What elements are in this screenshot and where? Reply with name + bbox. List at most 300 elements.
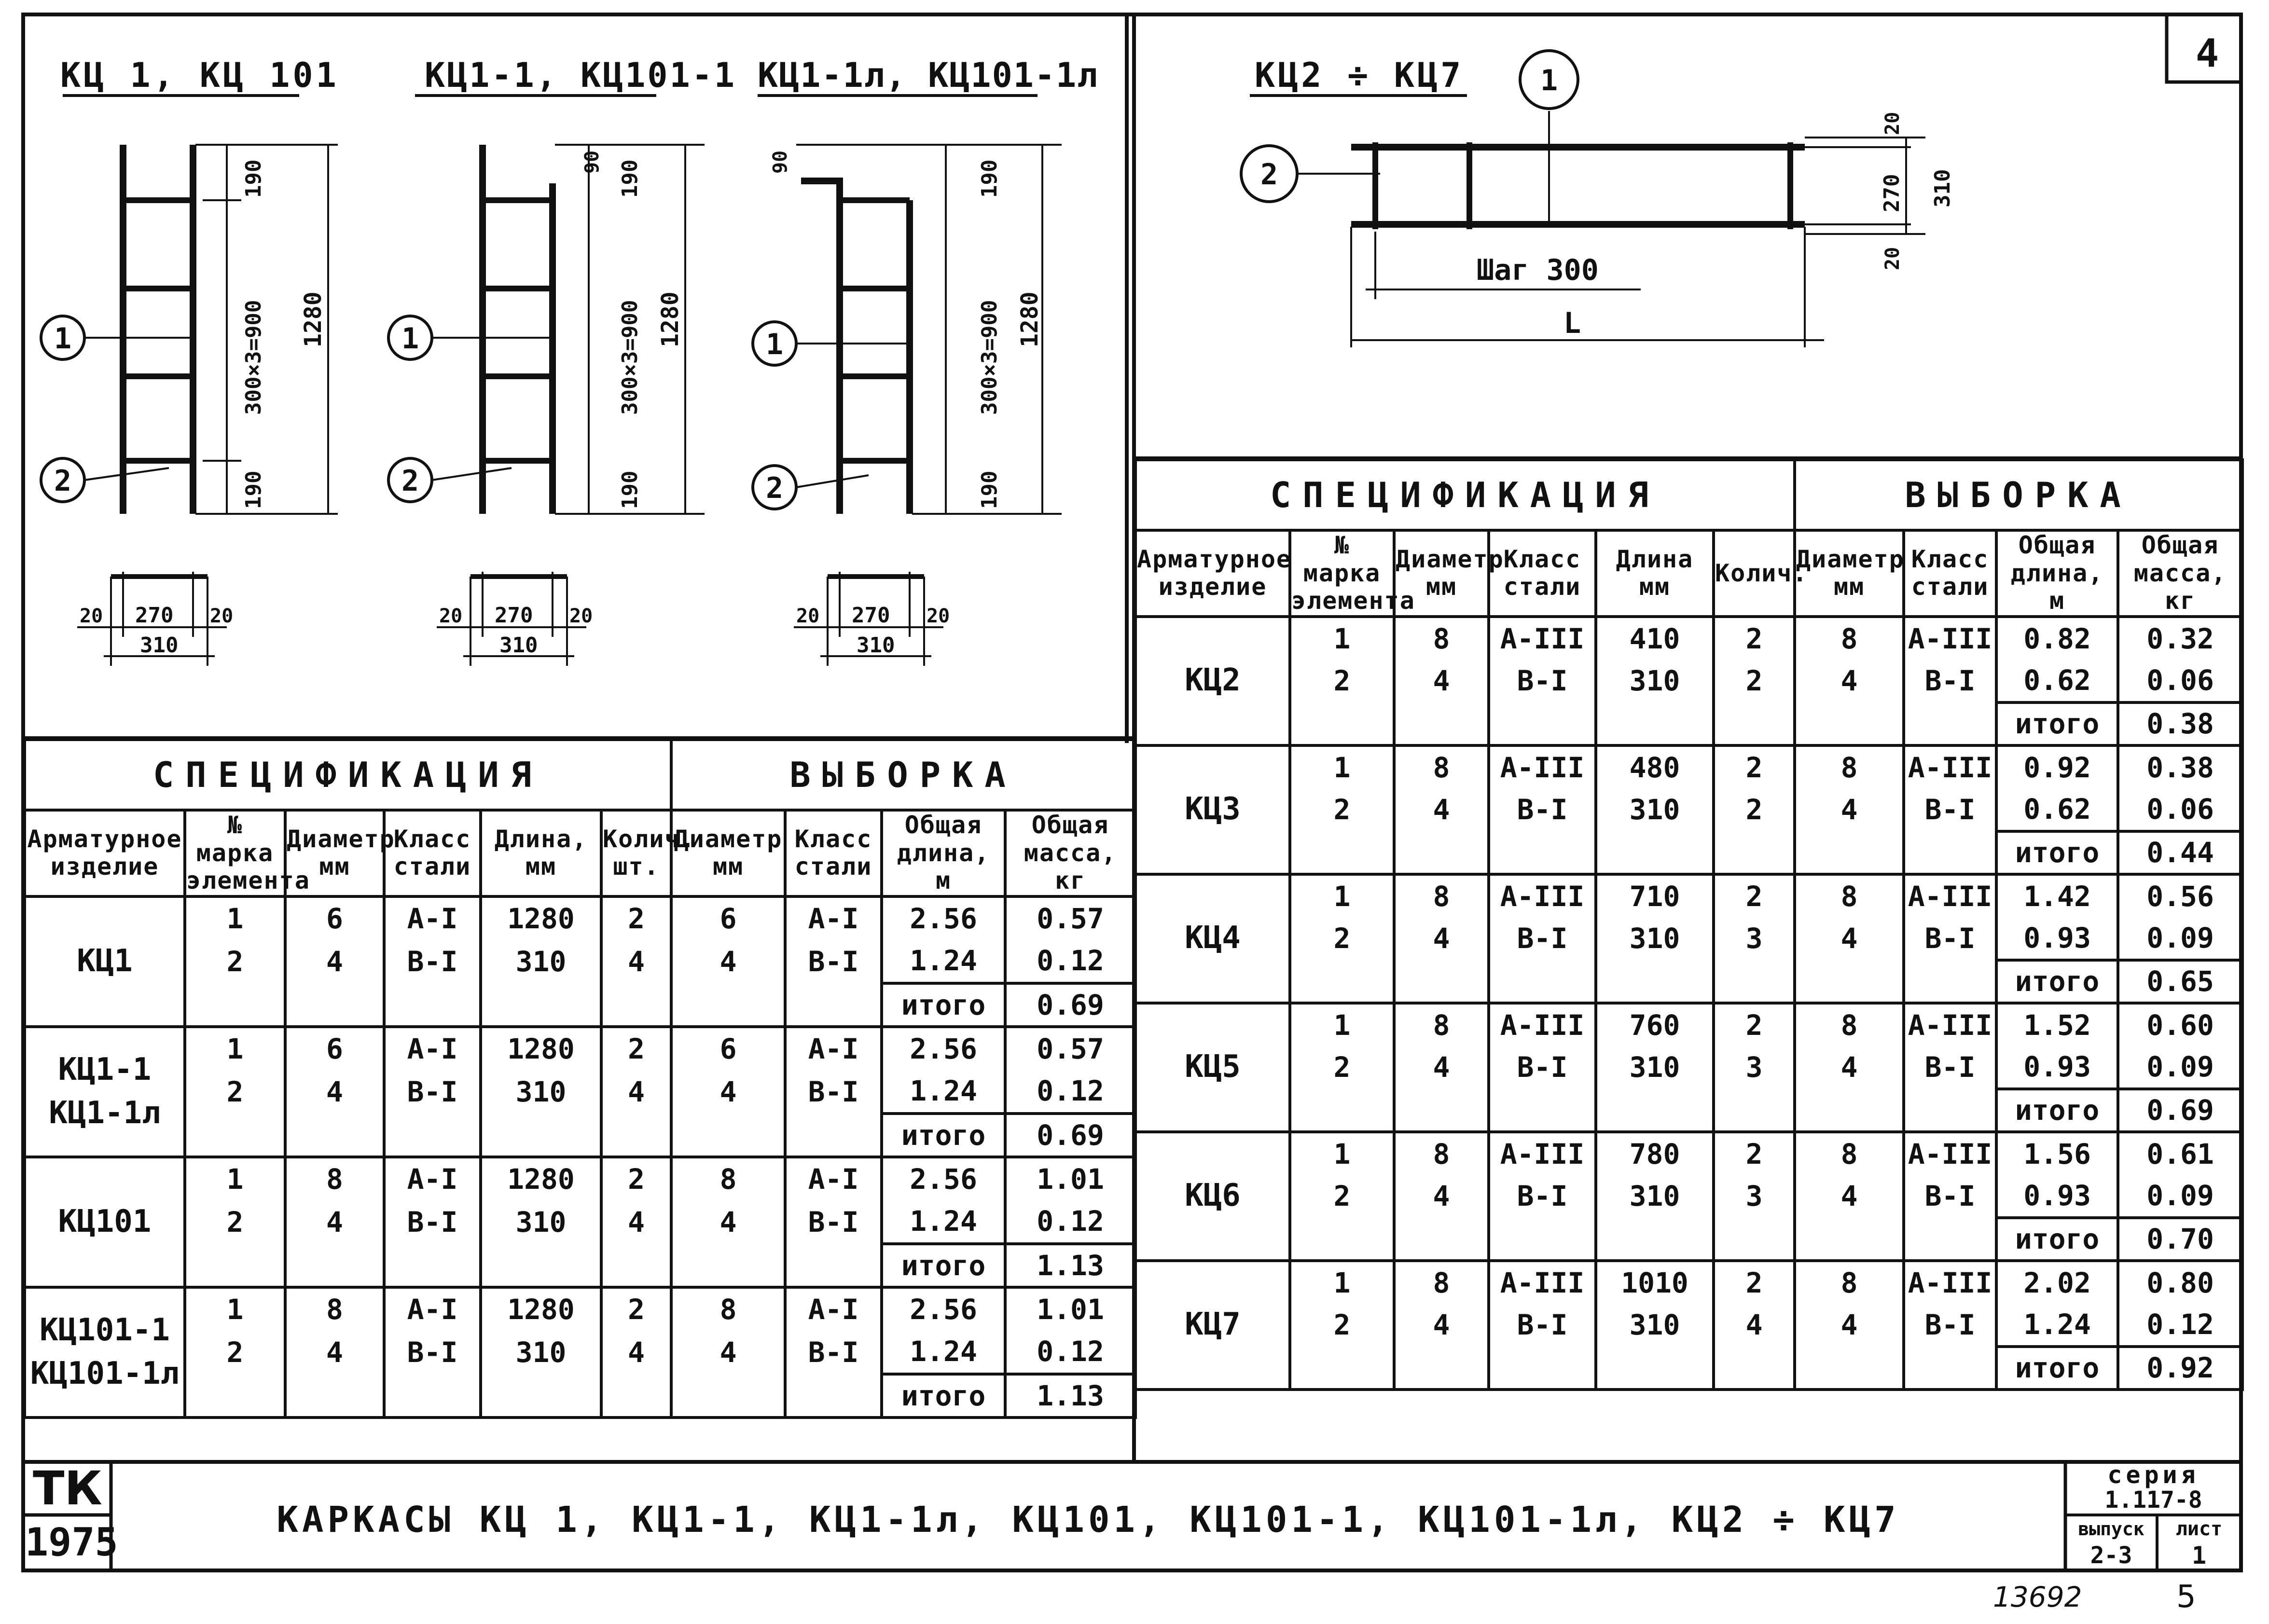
callout-2-d3: 2 (766, 471, 784, 505)
table-cell: 6 (671, 1027, 785, 1070)
table-cell: 3 (1714, 1175, 1795, 1218)
table-cell: A-I (384, 896, 481, 940)
total-label: итого (1996, 831, 2118, 874)
total-label: итого (1996, 1218, 2118, 1261)
empty-cell (1394, 1347, 1489, 1390)
empty-cell (481, 983, 601, 1027)
dim-90-d3: 90 (769, 150, 791, 174)
table-cell: 4 (285, 1070, 384, 1114)
empty-cell (481, 1114, 601, 1157)
empty-cell (1714, 1218, 1795, 1261)
table-cell: A-III (1904, 745, 1996, 788)
dim-190-bot-d1: 190 (241, 470, 266, 509)
total-value: 1.13 (1005, 1244, 1135, 1287)
empty-cell (384, 1374, 481, 1418)
empty-cell (285, 1374, 384, 1418)
column-header: Общая длина, м (1996, 530, 2118, 617)
table-cell: B-I (384, 1331, 481, 1374)
table-cell: 0.32 (2118, 617, 2242, 660)
empty-cell (601, 1374, 671, 1418)
empty-cell (1394, 831, 1489, 874)
stamp-year: 1975 (25, 1520, 118, 1565)
table-cell: 6 (285, 1027, 384, 1070)
table-cell: 2 (1290, 917, 1394, 960)
empty-cell (1489, 1347, 1596, 1390)
callout-2-d4: 2 (1260, 158, 1278, 192)
empty-cell (1489, 1089, 1596, 1132)
empty-cell (1290, 1347, 1394, 1390)
total-label: итого (1996, 960, 2118, 1003)
column-header: Класс стали (1904, 530, 1996, 617)
table-cell: 8 (1394, 1132, 1489, 1175)
dim-20-r-d1: 20 (210, 605, 234, 627)
total-label: итого (1996, 702, 2118, 745)
empty-cell (1904, 831, 1996, 874)
table-cell: 1 (1290, 874, 1394, 917)
table-cell: 4 (671, 1070, 785, 1114)
table-cell: 0.06 (2118, 788, 2242, 831)
table-cell: A-III (1904, 1132, 1996, 1175)
spec-title: СПЕЦИФИКАЦИЯ (1135, 460, 1795, 530)
table-cell: A-III (1489, 874, 1596, 917)
table-cell: 1 (1290, 1132, 1394, 1175)
empty-cell (285, 1244, 384, 1287)
table-cell: 310 (481, 1200, 601, 1244)
total-label: итого (882, 1374, 1005, 1418)
table-cell: 8 (1795, 617, 1904, 660)
table-cell: 310 (481, 1070, 601, 1114)
table-cell: 1 (185, 1157, 285, 1200)
table-cell: 2 (601, 1027, 671, 1070)
product-name: КЦ7 (1135, 1261, 1290, 1390)
dim-20-r-d3: 20 (927, 605, 950, 627)
table-cell: 8 (285, 1157, 384, 1200)
table-cell: 1280 (481, 1287, 601, 1331)
empty-cell (1394, 960, 1489, 1003)
table-cell: B-I (1904, 917, 1996, 960)
table-cell: 4 (601, 1331, 671, 1374)
column-header: Длина мм (1596, 530, 1714, 617)
dim-20-r-d2: 20 (569, 605, 593, 627)
right-spec-table (1134, 458, 2244, 1391)
table-cell: 2 (1290, 660, 1394, 702)
empty-cell (1904, 1347, 1996, 1390)
table-cell: 1 (185, 896, 285, 940)
table-cell: 6 (671, 896, 785, 940)
table-cell: B-I (785, 1200, 882, 1244)
empty-cell (1904, 1089, 1996, 1132)
empty-cell (384, 1244, 481, 1287)
table-cell: 2 (1290, 1046, 1394, 1089)
empty-cell (384, 983, 481, 1027)
total-value: 0.65 (2118, 960, 2242, 1003)
table-cell: 0.38 (2118, 745, 2242, 788)
empty-cell (185, 1114, 285, 1157)
table-cell: 4 (1795, 1304, 1904, 1347)
table-cell: 0.09 (2118, 1046, 2242, 1089)
empty-cell (1394, 1218, 1489, 1261)
table-cell: 0.06 (2118, 660, 2242, 702)
table-cell: 0.62 (1996, 788, 2118, 831)
table-cell: 1010 (1596, 1261, 1714, 1304)
table-cell: A-I (384, 1157, 481, 1200)
column-header: Арматурное изделие (25, 810, 185, 896)
table-cell: B-I (1489, 917, 1596, 960)
column-header: Общая длина, м (882, 810, 1005, 896)
total-label: итого (1996, 1347, 2118, 1390)
table-cell: 410 (1596, 617, 1714, 660)
table-cell: 1.01 (1005, 1287, 1135, 1331)
list-value: 1 (2191, 1541, 2207, 1569)
empty-cell (1596, 831, 1714, 874)
table-cell: 2 (1714, 1003, 1795, 1046)
table-cell: A-III (1904, 874, 1996, 917)
product-name: КЦ5 (1135, 1003, 1290, 1132)
table-cell: B-I (1904, 788, 1996, 831)
table-cell: 4 (671, 1331, 785, 1374)
total-value: 0.69 (1005, 1114, 1135, 1157)
table-cell: B-I (1904, 1175, 1996, 1218)
table-cell: 8 (1394, 1003, 1489, 1046)
drawing-3-title: КЦ1-1л, КЦ101-1л (758, 55, 1099, 95)
table-cell: 0.12 (1005, 1200, 1135, 1244)
table-cell: 8 (1795, 1003, 1904, 1046)
archive-number: 13692 (1993, 1581, 2082, 1613)
table-cell: 310 (1596, 1046, 1714, 1089)
selection-title: ВЫБОРКА (671, 740, 1135, 810)
table-cell: B-I (785, 940, 882, 983)
product-name: КЦ1 (25, 896, 185, 1027)
series-value: 1.117-8 (2104, 1486, 2202, 1514)
table-cell: 2 (185, 1200, 285, 1244)
empty-cell (785, 1114, 882, 1157)
table-cell: 8 (1394, 745, 1489, 788)
table-cell: 0.12 (1005, 1331, 1135, 1374)
table-cell: 310 (481, 1331, 601, 1374)
table-cell: 8 (1795, 1132, 1904, 1175)
table-cell: 310 (1596, 1175, 1714, 1218)
empty-cell (601, 1244, 671, 1287)
product-name: КЦ3 (1135, 745, 1290, 874)
table-cell: 0.92 (1996, 745, 2118, 788)
table-cell: 1 (185, 1287, 285, 1331)
column-header: Диаметр мм (285, 810, 384, 896)
dim-20-top-d4: 20 (1882, 111, 1904, 135)
table-cell: 0.62 (1996, 660, 2118, 702)
table-cell: 2.56 (882, 1027, 1005, 1070)
total-value: 1.13 (1005, 1374, 1135, 1418)
dim-310-d4: 310 (1930, 169, 1955, 207)
dim-190-top-d1: 190 (241, 159, 266, 198)
issue-label: выпуск (2078, 1518, 2144, 1540)
issue-value: 2-3 (2090, 1542, 2132, 1569)
table-cell: 0.09 (2118, 917, 2242, 960)
column-header: Общая масса, кг (1005, 810, 1135, 896)
table-cell: 2.02 (1996, 1261, 2118, 1304)
table-cell: B-I (1489, 1304, 1596, 1347)
table-cell: 4 (1795, 1175, 1904, 1218)
total-value: 0.69 (2118, 1089, 2242, 1132)
dim-190-top-d3: 190 (977, 159, 1002, 198)
table-cell: 0.57 (1005, 1027, 1135, 1070)
callout-1-d3: 1 (766, 328, 784, 361)
dim-190-top-d2: 190 (618, 159, 642, 198)
sheet-title: КАРКАСЫ КЦ 1, КЦ1-1, КЦ1-1л, КЦ101, КЦ101-1, КЦ101-1л, КЦ2 ÷ КЦ7 (277, 1499, 1900, 1541)
table-cell: 0.82 (1996, 617, 2118, 660)
dim-1280-d2: 1280 (657, 291, 684, 347)
empty-cell (1596, 702, 1714, 745)
table-cell: 0.09 (2118, 1175, 2242, 1218)
total-label: итого (882, 1114, 1005, 1157)
table-cell: 2 (601, 1157, 671, 1200)
table-cell: 2 (1714, 617, 1795, 660)
empty-cell (1290, 960, 1394, 1003)
table-cell: 6 (285, 896, 384, 940)
empty-cell (671, 1374, 785, 1418)
table-cell: A-I (785, 1157, 882, 1200)
dim-310-d3: 310 (857, 633, 895, 658)
empty-cell (1394, 1089, 1489, 1132)
empty-cell (601, 1114, 671, 1157)
empty-cell (1489, 831, 1596, 874)
column-header: Диаметр мм (1394, 530, 1489, 617)
table-cell: 4 (601, 940, 671, 983)
table-cell: 1280 (481, 896, 601, 940)
column-header: Длина, мм (481, 810, 601, 896)
table-cell: 2.56 (882, 1287, 1005, 1331)
column-header: № марка элемента (1290, 530, 1394, 617)
empty-cell (1489, 702, 1596, 745)
empty-cell (1394, 702, 1489, 745)
empty-cell (384, 1114, 481, 1157)
table-cell: A-III (1489, 1261, 1596, 1304)
table-cell: B-I (1904, 1304, 1996, 1347)
sheet-number: 4 (2196, 31, 2219, 76)
table-cell: 0.12 (1005, 1070, 1135, 1114)
column-header: Диаметр мм (1795, 530, 1904, 617)
table-cell: B-I (384, 1070, 481, 1114)
table-cell: 0.57 (1005, 896, 1135, 940)
drawing-kc2-kc7 (1241, 51, 1925, 347)
table-cell: 2 (1290, 1304, 1394, 1347)
table-cell: 4 (1394, 660, 1489, 702)
dim-270-d2: 270 (495, 603, 533, 628)
table-cell: 2.56 (882, 896, 1005, 940)
table-cell: 4 (1795, 660, 1904, 702)
table-cell: 710 (1596, 874, 1714, 917)
dim-270-d4: 270 (1880, 174, 1904, 212)
table-cell: 2 (601, 896, 671, 940)
table-cell: 4 (601, 1200, 671, 1244)
table-cell: 8 (1394, 874, 1489, 917)
empty-cell (285, 983, 384, 1027)
table-cell: 8 (1795, 745, 1904, 788)
total-label: итого (1996, 1089, 2118, 1132)
table-cell: 760 (1596, 1003, 1714, 1046)
callout-1-d1: 1 (54, 322, 72, 356)
callout-2-d1: 2 (54, 464, 72, 498)
table-cell: B-I (785, 1070, 882, 1114)
spec-title: СПЕЦИФИКАЦИЯ (25, 740, 671, 810)
step-label-d4: Шаг 300 (1477, 253, 1599, 287)
table-cell: 8 (1795, 874, 1904, 917)
empty-cell (1904, 1218, 1996, 1261)
product-name: КЦ1-1 КЦ1-1л (25, 1027, 185, 1157)
table-cell: 0.93 (1996, 1046, 2118, 1089)
column-header: Класс стали (785, 810, 882, 896)
total-value: 0.38 (2118, 702, 2242, 745)
empty-cell (1795, 702, 1904, 745)
table-cell: 3 (1714, 917, 1795, 960)
table-cell: 2 (1714, 1261, 1795, 1304)
drawing-1-title: КЦ 1, КЦ 101 (60, 55, 339, 95)
table-cell: 2 (1714, 874, 1795, 917)
table-cell: A-III (1904, 617, 1996, 660)
empty-cell (1290, 831, 1394, 874)
column-header: Диаметр мм (671, 810, 785, 896)
table-cell: A-I (384, 1287, 481, 1331)
table-cell: 2 (185, 1070, 285, 1114)
table-cell: 4 (601, 1070, 671, 1114)
dim-900-d3: 300×3=900 (977, 300, 1002, 415)
table-cell: 4 (1714, 1304, 1795, 1347)
table-cell: 0.93 (1996, 917, 2118, 960)
series-label: серия (2107, 1461, 2200, 1489)
dim-20-l-d3: 20 (796, 605, 820, 627)
empty-cell (1714, 831, 1795, 874)
list-label: лист (2175, 1518, 2223, 1540)
table-cell: 4 (1394, 1304, 1489, 1347)
table-cell: 2 (185, 1331, 285, 1374)
drawing-kc1 (41, 96, 338, 666)
callout-2-d2: 2 (401, 464, 419, 498)
dim-190-bot-d2: 190 (618, 470, 642, 509)
table-cell: 8 (671, 1287, 785, 1331)
drawing-kc1-1l (753, 96, 1062, 666)
table-cell: 310 (1596, 1304, 1714, 1347)
table-cell: 310 (1596, 788, 1714, 831)
table-cell: 4 (1394, 917, 1489, 960)
table-cell: 1.24 (882, 1070, 1005, 1114)
table-cell: 1.24 (1996, 1304, 2118, 1347)
dim-310-d2: 310 (499, 633, 538, 658)
table-cell: 0.61 (2118, 1132, 2242, 1175)
table-cell: 1280 (481, 1027, 601, 1070)
empty-cell (671, 1244, 785, 1287)
table-cell: 2 (1714, 745, 1795, 788)
table-cell: 1.56 (1996, 1132, 2118, 1175)
table-cell: 480 (1596, 745, 1714, 788)
table-cell: 3 (1714, 1046, 1795, 1089)
table-cell: 2 (1714, 788, 1795, 831)
table-cell: 310 (481, 940, 601, 983)
table-cell: B-I (1489, 660, 1596, 702)
total-value: 0.44 (2118, 831, 2242, 874)
column-header: Колич. шт. (601, 810, 671, 896)
table-cell: 0.56 (2118, 874, 2242, 917)
column-header: Арматурное изделие (1135, 530, 1290, 617)
dim-20-l-d1: 20 (80, 605, 103, 627)
empty-cell (1714, 960, 1795, 1003)
dim-1280-d1: 1280 (300, 291, 327, 347)
table-cell: 0.60 (2118, 1003, 2242, 1046)
column-header: Колич. (1714, 530, 1795, 617)
column-header: Класс стали (1489, 530, 1596, 617)
product-name: КЦ4 (1135, 874, 1290, 1003)
empty-cell (1904, 960, 1996, 1003)
empty-cell (1489, 1218, 1596, 1261)
total-label: итого (882, 983, 1005, 1027)
table-cell: A-III (1489, 745, 1596, 788)
table-cell: B-I (1489, 1175, 1596, 1218)
table-cell: A-I (785, 1287, 882, 1331)
table-cell: 8 (671, 1157, 785, 1200)
empty-cell (185, 1244, 285, 1287)
empty-cell (185, 983, 285, 1027)
left-spec-table (23, 738, 1137, 1419)
dim-190-bot-d3: 190 (977, 470, 1002, 509)
empty-cell (481, 1374, 601, 1418)
empty-cell (1795, 1089, 1904, 1132)
table-cell: 0.93 (1996, 1175, 2118, 1218)
empty-cell (1489, 960, 1596, 1003)
table-cell: 1 (1290, 1003, 1394, 1046)
column-header: № марка элемента (185, 810, 285, 896)
dim-1280-d3: 1280 (1016, 291, 1043, 347)
empty-cell (481, 1244, 601, 1287)
empty-cell (1596, 960, 1714, 1003)
table-cell: A-III (1904, 1261, 1996, 1304)
total-value: 0.70 (2118, 1218, 2242, 1261)
empty-cell (1795, 1347, 1904, 1390)
callout-1-d2: 1 (401, 322, 419, 356)
table-cell: 1.01 (1005, 1157, 1135, 1200)
table-cell: 4 (671, 1200, 785, 1244)
empty-cell (601, 983, 671, 1027)
empty-cell (1290, 1218, 1394, 1261)
table-cell: B-I (1489, 1046, 1596, 1089)
table-cell: A-I (785, 1027, 882, 1070)
table-cell: B-I (1904, 1046, 1996, 1089)
table-cell: 0.80 (2118, 1261, 2242, 1304)
table-cell: 310 (1596, 917, 1714, 960)
table-cell: 2 (1290, 788, 1394, 831)
table-cell: 4 (1795, 917, 1904, 960)
table-cell: 8 (285, 1287, 384, 1331)
empty-cell (1596, 1347, 1714, 1390)
table-cell: 4 (285, 1331, 384, 1374)
table-cell: A-III (1489, 1003, 1596, 1046)
table-cell: 780 (1596, 1132, 1714, 1175)
table-cell: 4 (1795, 788, 1904, 831)
table-cell: 1.42 (1996, 874, 2118, 917)
table-cell: B-I (384, 1200, 481, 1244)
table-cell: 4 (671, 940, 785, 983)
empty-cell (1714, 1089, 1795, 1132)
total-value: 0.92 (2118, 1347, 2242, 1390)
table-cell: 8 (1795, 1261, 1904, 1304)
callout-1-d4: 1 (1540, 64, 1558, 97)
table-cell: 1.24 (882, 940, 1005, 983)
table-cell: 8 (1394, 1261, 1489, 1304)
empty-cell (1795, 1218, 1904, 1261)
total-label: итого (882, 1244, 1005, 1287)
product-name: КЦ101 (25, 1157, 185, 1287)
table-cell: A-III (1489, 1132, 1596, 1175)
table-cell: 1 (1290, 1261, 1394, 1304)
empty-cell (285, 1114, 384, 1157)
drawing-4-title: КЦ2 ÷ КЦ7 (1255, 55, 1464, 95)
